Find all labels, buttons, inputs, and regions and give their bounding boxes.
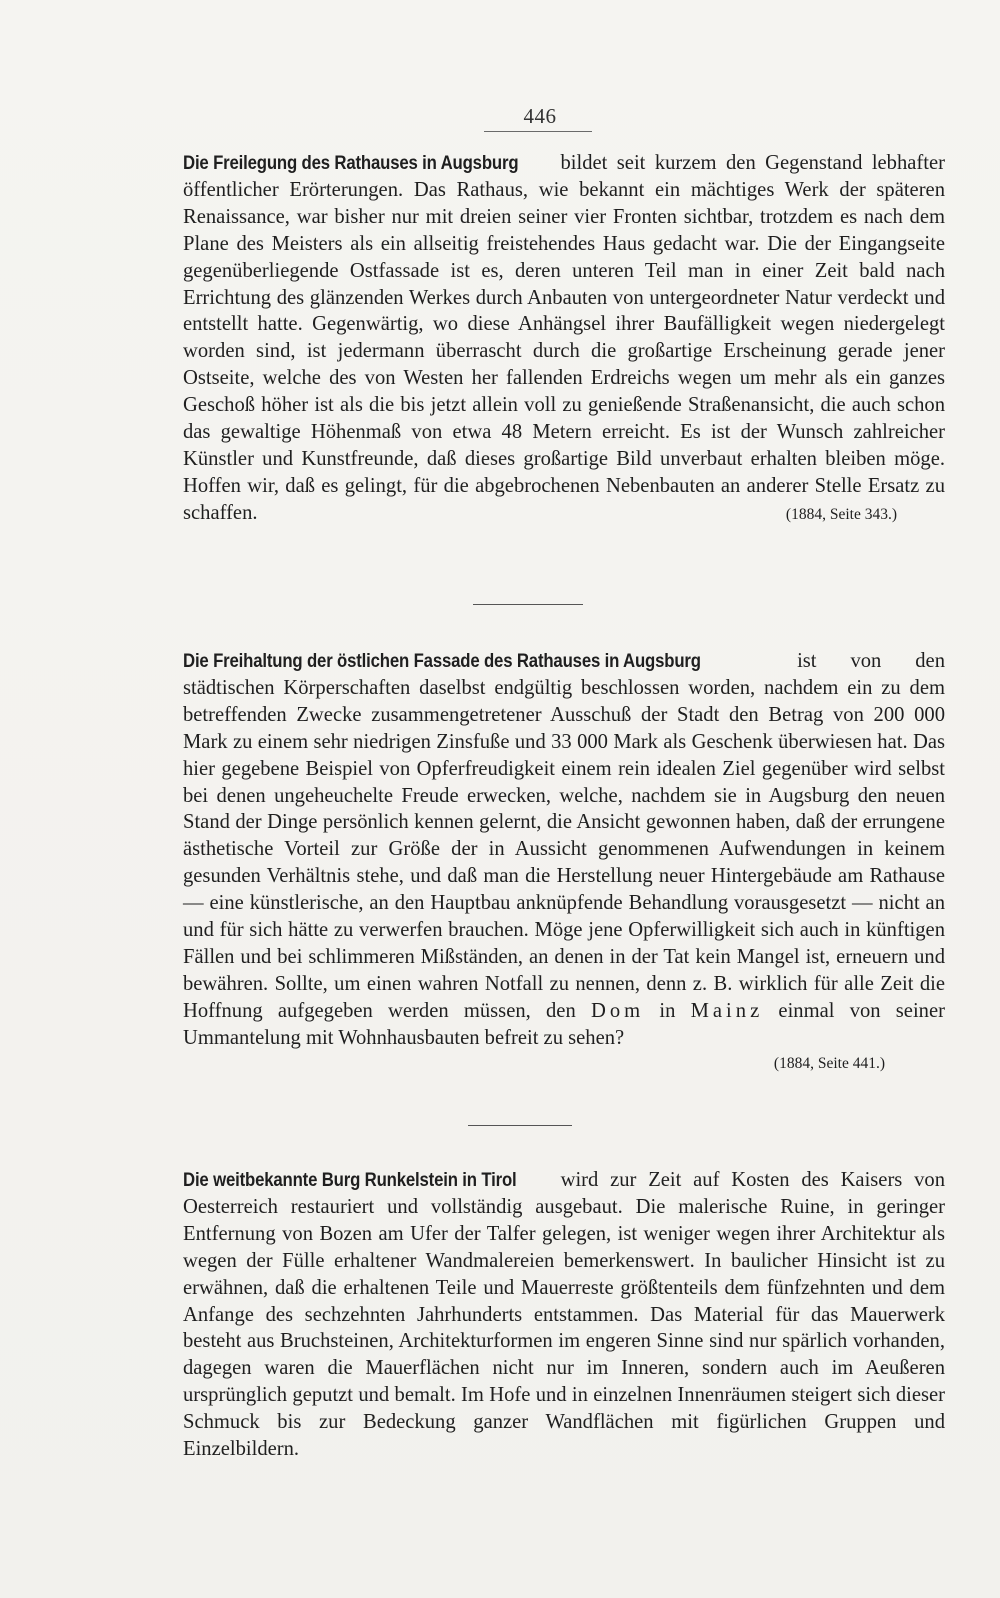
article-paragraph <box>123 150 945 527</box>
article-burg-runkelstein <box>123 1167 945 1463</box>
page-number: 446 <box>523 104 557 128</box>
article-body-connector: in <box>644 999 691 1022</box>
page-number-rule <box>484 131 592 132</box>
section-separator <box>468 1125 572 1126</box>
article-paragraph <box>123 648 945 1052</box>
article-citation: (1884, Seite 441.) <box>773 1054 885 1072</box>
article-body: ist von den städtischen Körperschaften daselbst endgültig beschlossen worden, nachdem ein zu dem betreffenden Zwecke zusammengetretener Ausschuß der Stadt den Betrag von 200 000 Mark zu einem sehr niedrigen Zinsfuße und 33 000 Mark als Geschenk überwiesen hat. Das hier gegebene Beispiel von Opferfreudigkeit einem rein idealen Ziel gegenüber wird selbst bei denen ungeheuchelte Freude erwecken, welche, nachdem sie in Augsburg den neuen Stand der Dinge persönlich kennen gelernt, die Ansicht gewonnen haben, daß der errungene ästhetische Vorteil zur Größe der in Aussicht genommenen Aufwendungen in keinem gesunden Verhältnis stehe, und daß man die Herstellung neuer Hintergebäude am Rathause — eine künstlerische, an den Hauptbau anknüpfende Behandlung vorausgesetzt — nicht an und für sich hätte zu verwerfen brauchen. Möge jene Opferwilligkeit sich auch in künftigen Fällen und bei schlimmeren Mißständen, an denen in der Tat kein Mangel ist, erneuern und bewähren. Sollte, um einen wahren Notfall zu nennen, denn z. B. wirklich für alle Zeit die Hoffnung aufgegeben werden müssen, den <box>183 650 945 1022</box>
article-body: wird zur Zeit auf Kosten des Kaisers von Oesterreich restauriert und vollständig ausgebaut. Die malerische Ruine, in geringer Entfernung von Bozen am Ufer der Talfer gelegen, ist weniger wegen ihrer Architektur als wegen der Fülle erhaltener Wandmalereien bemerkenswert. In baulicher Hinsicht ist zu erwähnen, daß die erhaltenen Teile und Mauerreste größtenteils dem fünfzehnten und dem Anfange des sechzehnten Jahrhunderts entstammen. Das Material für das Mauerwerk besteht aus Bruchsteinen, Architekturformen im engeren Sinne sind nur spärlich vorhanden, dagegen waren die Mauerflächen nicht nur im Inneren, sondern auch im Aeußeren ursprünglich geputzt und bemalt. Im Hofe und in einzelnen Innenräumen steigert sich dieser Schmuck bis zur Bedeckung ganzer Wandflächen mit figürlichen Gruppen und Einzelbildern. <box>183 1169 945 1461</box>
article-body-end: einmal von seiner Ummantelung mit Wohnhausbauten befreit zu sehen? <box>183 999 945 1049</box>
article-headline: Die Freilegung des Rathauses in Augsburg <box>183 152 519 174</box>
spaced-word-dom: Dom <box>590 999 645 1022</box>
spaced-word-mainz: Mainz <box>690 999 764 1022</box>
section-separator <box>473 604 583 605</box>
article-citation: (1884, Seite 343.) <box>785 505 897 523</box>
article-fassade-freihaltung <box>123 648 945 1074</box>
article-body: bildet seit kurzem den Gegenstand lebhafter öffentlicher Erörterungen. Das Rathaus, wie bekannt ein mächtiges Werk der späteren Renaissance, war bisher nur mit dreien seiner vier Fronten sichtbar, trotzdem es nach dem Plane des Meisters als ein allseitig freistehendes Haus gedacht war. Die der Eingangseite gegenüberliegende Ostfassade ist es, deren unteren Teil man in einer Zeit bald nach Errichtung des glänzenden Werkes durch Anbauten von untergeordneter Natur verdeckt und entstellt hatte. Gegenwärtig, wo diese Anhängsel ihrer Baufälligkeit wegen niedergelegt worden sind, ist jedermann überrascht durch die großartige Erscheinung gerade jener Ostseite, welche des von Westen her fallenden Erdreichs wegen um mehr als ein ganzes Geschoß höher ist als die bis jetzt allein voll zu genießende Straßenansicht, die auch schon das gewaltige Höhenmaß von etwa 48 Metern erreicht. Es ist der Wunsch zahlreicher Künstler und Kunstfreunde, daß dieses großartige Bild unverbaut erhalten bleiben möge. Hoffen wir, daß es gelingt, für die abgebrochenen Nebenbauten an anderer Stelle Ersatz zu schaffen. <box>183 152 945 524</box>
article-rathaus-freilegung <box>123 150 945 525</box>
article-paragraph <box>123 1167 945 1463</box>
article-headline: Die Freihaltung der östlichen Fassade des Rathauses in Augsburg <box>183 650 701 672</box>
article-headline: Die weitbekannte Burg Runkelstein in Tirol <box>183 1169 517 1191</box>
